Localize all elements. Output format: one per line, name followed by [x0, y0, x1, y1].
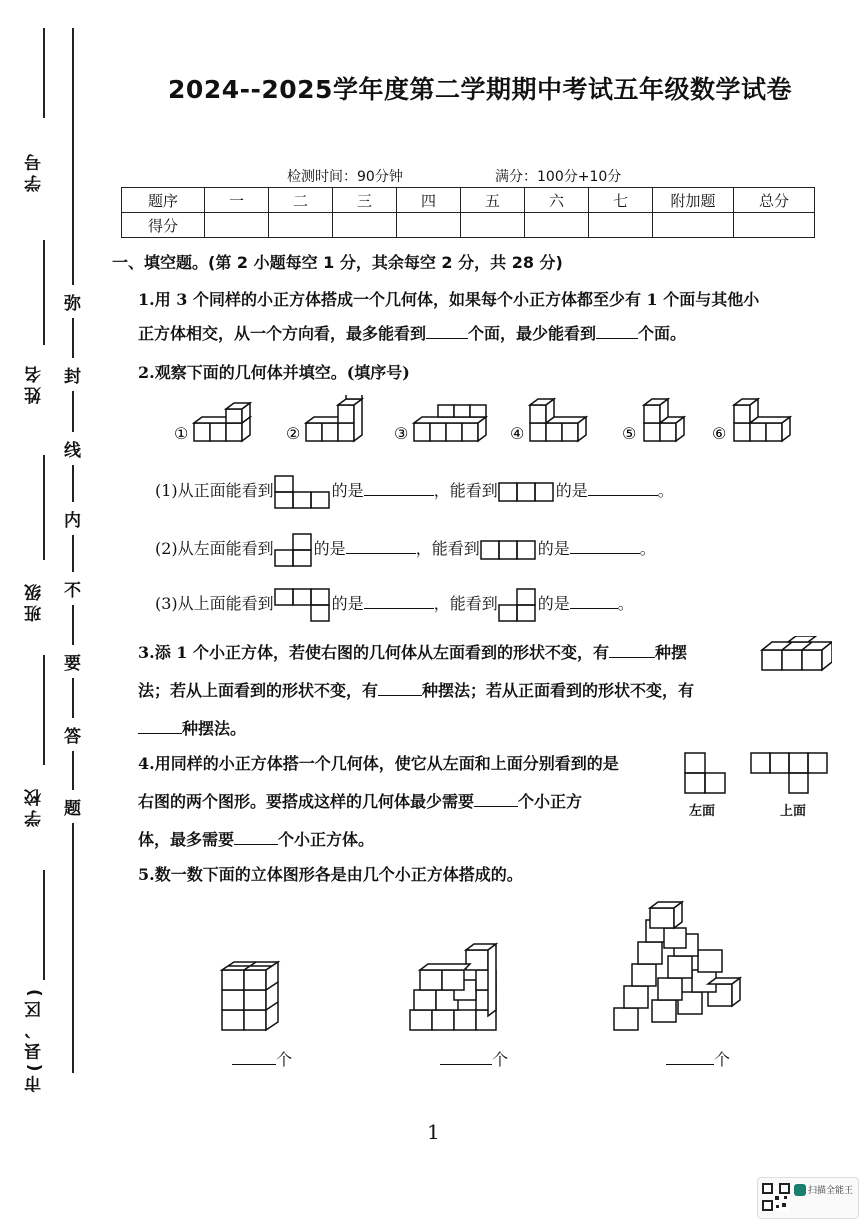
q4-text: 右图的两个图形。要搭成这样的几何体最少需要 [138, 792, 475, 811]
section-title: 一、填空题。(第 2 小题每空 1 分，其余每空 2 分，共 28 分) [112, 253, 563, 272]
q3-text: 种摆法。 [182, 719, 247, 738]
cs-logo-icon [794, 1184, 806, 1196]
solid-label: ② [286, 424, 301, 443]
q2-text: ，能看到 [433, 481, 498, 500]
q4-text: 体，最多需要 [138, 830, 235, 849]
q2-text: 的是 [331, 594, 364, 613]
q2-sub2 [155, 530, 656, 568]
question-3 [138, 634, 758, 748]
left-view-label: 左面 [689, 804, 716, 819]
solid-label: ⑤ [622, 424, 637, 443]
q2-text: (3)从上面能看到 [155, 594, 274, 613]
full-score: 满分：100分+10分 [495, 169, 622, 185]
score-header-cell: 题序 [122, 188, 205, 213]
seal-char: 不 [64, 572, 81, 605]
q3-text: 3.添 1 个小正方体，若使右图的几何体从左面看到的形状不变，有 [138, 643, 609, 662]
view-shape [274, 533, 314, 567]
solid-6 [734, 399, 790, 441]
answer-blank[interactable] [666, 1046, 714, 1065]
question-2-stem: 2.观察下面的几何体并填空。(填序号) [138, 363, 410, 382]
score-input-cell[interactable] [397, 213, 461, 238]
class-label: 班级 [25, 580, 45, 622]
answer-blank[interactable] [596, 320, 638, 339]
city-label: 市(县、区) [25, 985, 45, 1093]
view-shape [274, 588, 332, 622]
q5-answer-1 [232, 1046, 292, 1070]
unit-label: 个 [492, 1050, 509, 1069]
seal-char: 封 [64, 358, 81, 391]
answer-blank[interactable] [364, 477, 434, 496]
answer-blank[interactable] [364, 590, 434, 609]
solid-label: ⑥ [712, 424, 727, 443]
exam-time: 检测时间：90分钟 [287, 169, 403, 185]
qr-code-icon [762, 1183, 790, 1211]
seal-char: 要 [64, 645, 81, 678]
q2-sub3 [155, 585, 634, 623]
seal-char: 题 [64, 790, 81, 823]
score-table-header-row [122, 188, 815, 213]
q2-text: 的是 [555, 481, 588, 500]
solid-3 [414, 405, 486, 441]
solid-label: ④ [510, 424, 525, 443]
q1-text: 正方体相交，从一个方向看，最多能看到 [138, 324, 427, 343]
score-header-cell: 总分 [734, 188, 815, 213]
solid-label: ① [174, 424, 189, 443]
q2-text: (2)从左面能看到 [155, 539, 274, 558]
q2-text: 的是 [313, 539, 346, 558]
score-table [121, 187, 815, 238]
q2-text: 的是 [537, 594, 570, 613]
answer-blank[interactable] [232, 1046, 276, 1065]
answer-blank[interactable] [570, 590, 618, 609]
student-id-label: 学号 [25, 150, 45, 192]
q3-text: 种摆法；若从正面看到的形状不变，有 [422, 681, 695, 700]
page-number: 1 [427, 1120, 440, 1144]
answer-blank[interactable] [474, 788, 518, 807]
q1-text: 个面，最少能看到 [468, 324, 597, 343]
answer-blank[interactable] [426, 320, 468, 339]
q3-text: 种摆 [654, 643, 687, 662]
q5-answer-2 [440, 1046, 508, 1070]
q5-answer-3 [666, 1046, 730, 1070]
solid-2 [306, 395, 362, 441]
q3-line2 [138, 672, 758, 710]
q4-left-view [684, 752, 728, 796]
score-header-cell: 一 [205, 188, 269, 213]
scanner-watermark [757, 1177, 859, 1219]
question-5-stem: 5.数一数下面的立体图形各是由几个小正方体搭成的。 [138, 865, 523, 884]
margin-line-outer [43, 28, 45, 118]
q2-sub1 [155, 472, 674, 510]
score-input-cell[interactable] [734, 213, 815, 238]
q1-line2 [138, 317, 838, 351]
answer-blank[interactable] [609, 639, 655, 658]
score-input-cell[interactable] [461, 213, 525, 238]
seal-char: 答 [64, 718, 81, 751]
answer-blank[interactable] [570, 535, 640, 554]
q2-text: 的是 [537, 539, 570, 558]
score-header-cell: 五 [461, 188, 525, 213]
score-header-cell: 四 [397, 188, 461, 213]
q4-line3 [138, 821, 678, 859]
view-shape [498, 588, 538, 622]
q2-text: 。 [639, 539, 656, 558]
margin-line-outer [43, 455, 45, 560]
q1-text: 个面。 [638, 324, 687, 343]
score-table-row [122, 213, 815, 238]
question-1 [138, 283, 838, 351]
score-input-cell[interactable] [333, 213, 397, 238]
score-input-cell[interactable] [589, 213, 653, 238]
q2-text: (1)从正面能看到 [155, 481, 274, 500]
q4-text: 个小正方体。 [278, 830, 375, 849]
unit-label: 个 [276, 1050, 293, 1069]
answer-blank[interactable] [378, 677, 422, 696]
q2-text: 。 [657, 481, 674, 500]
score-header-cell: 二 [269, 188, 333, 213]
score-input-cell[interactable] [205, 213, 269, 238]
score-header-cell: 附加题 [653, 188, 734, 213]
seal-char: 内 [64, 502, 81, 535]
q2-text: 。 [617, 594, 634, 613]
q5-figure-1 [218, 960, 298, 1032]
q4-line2 [138, 783, 678, 821]
score-input-cell[interactable] [525, 213, 589, 238]
q3-line1 [138, 634, 758, 672]
answer-blank[interactable] [138, 715, 182, 734]
name-label: 姓名 [25, 362, 45, 404]
q4-line1: 4.用同样的小正方体搭一个几何体，使它从左面和上面分别看到的是 [138, 754, 619, 773]
q4-top-view [750, 752, 830, 796]
score-header-cell: 七 [589, 188, 653, 213]
view-shape [480, 539, 538, 561]
top-view-label: 上面 [780, 804, 807, 819]
view-shape [498, 481, 556, 503]
margin-line-outer [43, 240, 45, 345]
school-label: 学校 [25, 785, 45, 827]
seal-char: 线 [64, 432, 81, 465]
solid-label: ③ [394, 424, 409, 443]
q2-solids [170, 395, 810, 455]
solid-5 [644, 399, 684, 441]
q4-text: 个小正方 [518, 792, 583, 811]
solid-1 [194, 403, 250, 441]
q2-text: 的是 [331, 481, 364, 500]
page-title: 2024--2025学年度第二学期期中考试五年级数学试卷 [168, 75, 792, 104]
margin-line-inner [72, 28, 74, 1073]
answer-blank[interactable] [234, 826, 278, 845]
q3-solid [760, 636, 832, 676]
answer-blank[interactable] [588, 477, 658, 496]
view-shape [274, 475, 332, 509]
q2-text: ，能看到 [433, 594, 498, 613]
score-header-cell: 六 [525, 188, 589, 213]
q5-figure-3 [612, 900, 744, 1032]
seal-char: 弥 [64, 285, 81, 318]
q5-figure-2 [408, 940, 500, 1032]
q3-line3 [138, 710, 758, 748]
unit-label: 个 [714, 1050, 731, 1069]
question-4 [138, 745, 678, 859]
score-row-label: 得分 [122, 213, 205, 238]
watermark-text: 扫描全能王 [808, 1186, 854, 1196]
score-input-cell[interactable] [269, 213, 333, 238]
answer-blank[interactable] [440, 1046, 492, 1065]
score-input-cell[interactable] [653, 213, 734, 238]
answer-blank[interactable] [346, 535, 416, 554]
score-header-cell: 三 [333, 188, 397, 213]
margin-line-outer [43, 655, 45, 765]
margin-line-outer [43, 870, 45, 980]
q3-text: 法；若从上面看到的形状不变，有 [138, 681, 379, 700]
solid-4 [530, 399, 586, 441]
q1-line1: 1.用 3 个同样的小正方体搭成一个几何体，如果每个小正方体都至少有 1 个面与其他小 [138, 290, 760, 309]
q2-text: ，能看到 [415, 539, 480, 558]
